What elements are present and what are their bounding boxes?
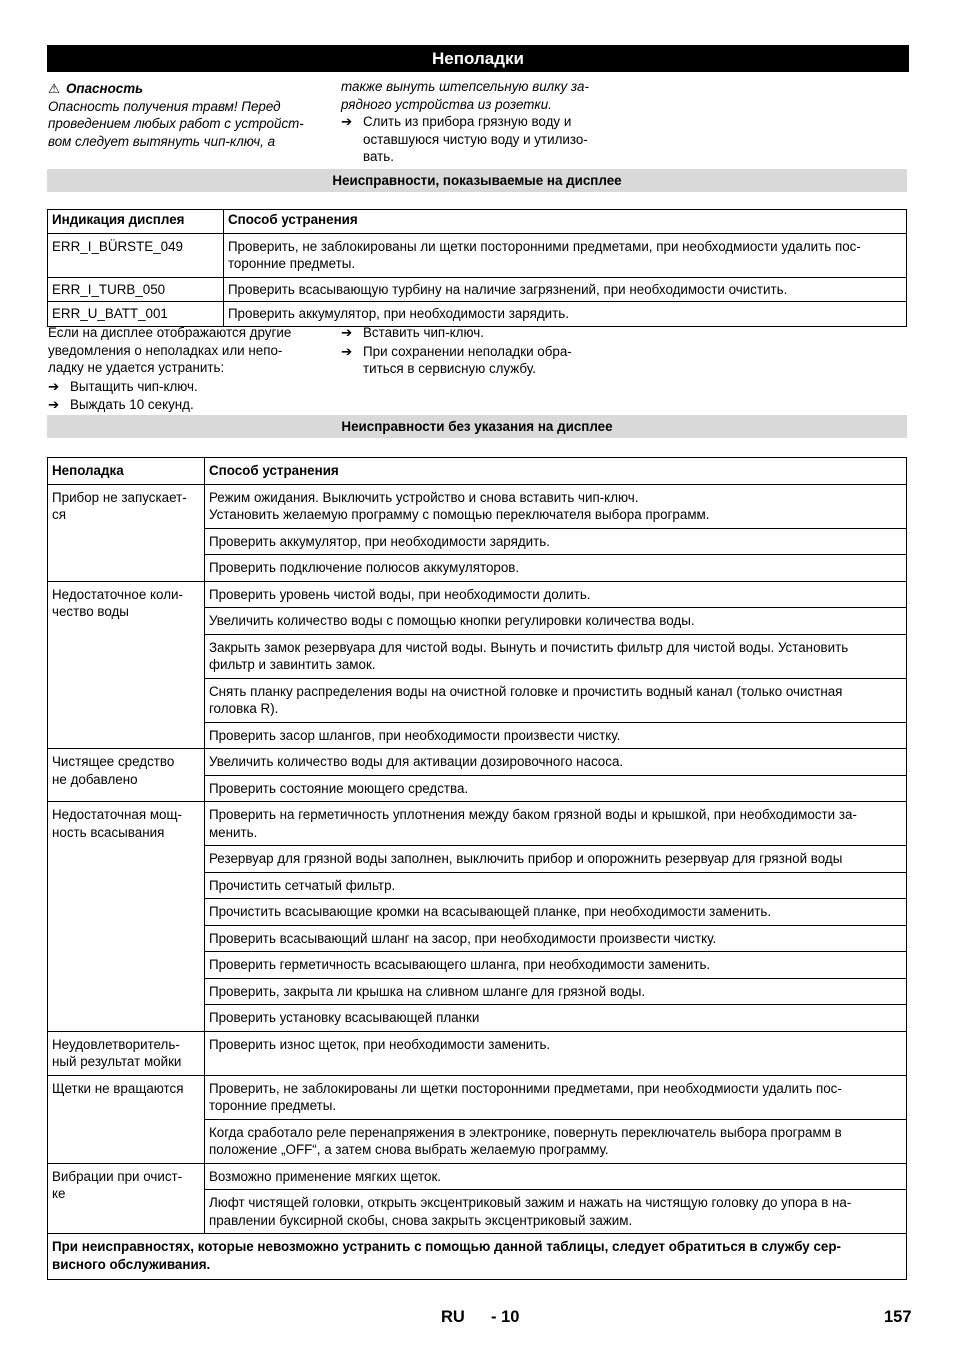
remedy-line: Увеличить количество воды для активации дозировочного насоса. bbox=[208, 754, 624, 769]
column-header: Неполадка bbox=[48, 458, 205, 485]
column-header: Способ устранения bbox=[204, 458, 906, 485]
display-errors-table bbox=[47, 209, 907, 327]
step-text: титься в сервисную службу. bbox=[363, 361, 536, 376]
service-note bbox=[48, 1234, 907, 1280]
fault-problem bbox=[48, 1163, 205, 1234]
danger-heading bbox=[48, 80, 333, 98]
problem-line: ный результат мойки bbox=[52, 1054, 182, 1069]
fault-remedy bbox=[204, 555, 906, 582]
note-line: уведомления о неполадках или непо- bbox=[48, 342, 283, 358]
remedy-line: Проверить герметичность всасывающего шланга, при необходимости заменить. bbox=[208, 957, 711, 972]
table-row bbox=[48, 302, 907, 327]
drain-step-line: вать. bbox=[363, 149, 394, 164]
problem-line: ке bbox=[52, 1186, 66, 1201]
table-row bbox=[48, 802, 907, 846]
danger-line: Опасность получения травм! Перед bbox=[48, 98, 281, 114]
remedy-line: Когда сработало реле перенапряжения в электронике, повернуть переключатель выбора программ в bbox=[208, 1124, 842, 1140]
remedy-line: Проверить уровень чистой воды, при необходимости долить. bbox=[208, 586, 591, 602]
remedy-line: Проверить всасывающую турбину на наличие загрязнений, при необходимости очистить. bbox=[227, 281, 788, 297]
remedy-line: Проверить на герметичность уплотнения между баком грязной воды и крышкой, при необходимости за- bbox=[208, 807, 857, 822]
remedy-line: менить. bbox=[208, 824, 258, 840]
remedy-line: Проверить износ щеток, при необходимости заменить. bbox=[208, 1036, 551, 1052]
service-note-line: висного обслуживания. bbox=[52, 1256, 211, 1272]
remedy-line: Люфт чистящей головки, открыть эксцентриковый зажим и нажать на чистящую головку до упора в на- bbox=[208, 1195, 852, 1210]
other-errors-steps bbox=[341, 324, 641, 378]
remedy-line: положение „OFF“, а затем снова выбрать желаемую программу. bbox=[208, 1142, 609, 1157]
fault-remedy bbox=[204, 634, 906, 678]
page-title: Неполадки bbox=[47, 45, 909, 72]
note-line: ладку не удается устранить: bbox=[48, 360, 225, 375]
footer-local-page: - 10 bbox=[491, 1308, 520, 1326]
remedy-line: торонние предметы. bbox=[227, 256, 356, 271]
fault-remedy bbox=[204, 802, 906, 846]
problem-line: ся bbox=[52, 507, 66, 522]
fault-remedy bbox=[204, 952, 906, 979]
error-code: ERR_U_BATT_001 bbox=[48, 302, 224, 327]
fault-remedy bbox=[204, 722, 906, 749]
table-row bbox=[48, 1075, 907, 1119]
problem-line: Прибор не запускает- bbox=[52, 489, 187, 505]
section-title-no-display: Неисправности без указания на дисплее bbox=[47, 415, 907, 438]
table-header-row bbox=[48, 458, 907, 485]
other-errors-note bbox=[48, 324, 333, 414]
fault-remedy bbox=[204, 1119, 906, 1163]
step-text: Вставить чип-ключ. bbox=[363, 325, 484, 340]
fault-problem bbox=[48, 749, 205, 802]
remedy-line: правлении буксирной скобы, снова закрыть эксцентриковый зажим. bbox=[208, 1212, 633, 1228]
danger-cont-line: рядного устройства из розетки. bbox=[341, 96, 552, 112]
error-code: ERR_I_TURB_050 bbox=[48, 277, 224, 302]
danger-line: вом следует вытянуть чип-ключ, а bbox=[48, 133, 276, 149]
table-footer-row bbox=[48, 1234, 907, 1280]
problem-line: Недостаточная мощ- bbox=[52, 807, 182, 822]
fault-remedy bbox=[204, 1005, 906, 1032]
problem-line: не добавлено bbox=[52, 771, 138, 787]
table-row bbox=[48, 484, 907, 528]
remedy-line: Режим ожидания. Выключить устройство и снова вставить чип-ключ. bbox=[208, 489, 639, 505]
problem-line: Чистящее средство bbox=[52, 754, 175, 769]
step-text: Вытащить чип-ключ. bbox=[70, 378, 198, 394]
section-title-display-errors: Неисправности, показываемые на дисплее bbox=[47, 169, 907, 192]
fault-problem bbox=[48, 484, 205, 581]
fault-remedy bbox=[204, 528, 906, 555]
fault-problem bbox=[48, 1075, 205, 1163]
footer-language: RU bbox=[441, 1308, 465, 1326]
danger-heading-text: Опасность bbox=[66, 81, 144, 96]
remedy-line: Проверить установку всасывающей планки bbox=[208, 1010, 480, 1025]
fault-remedy bbox=[204, 899, 906, 926]
danger-line: проведением любых работ с устройст- bbox=[48, 116, 304, 131]
warning-triangle-icon: ⚠ bbox=[48, 81, 61, 96]
arrow-right-icon: ➔ bbox=[48, 378, 60, 394]
fault-remedy bbox=[204, 1075, 906, 1119]
problem-line: Вибрации при очист- bbox=[52, 1168, 183, 1184]
fault-remedy bbox=[204, 608, 906, 635]
fault-remedy bbox=[204, 1190, 906, 1234]
step-item bbox=[341, 343, 641, 378]
fault-remedy bbox=[204, 872, 906, 899]
table-row bbox=[48, 581, 907, 608]
step-text: Выждать 10 секунд. bbox=[70, 397, 194, 412]
step-text: При сохранении неполадки обра- bbox=[363, 343, 572, 359]
problem-line: Неудовлетворитель- bbox=[52, 1036, 180, 1052]
arrow-right-icon: ➔ bbox=[341, 325, 353, 340]
danger-cont-line: также вынуть штепсельную вилку за- bbox=[341, 79, 589, 94]
fault-remedy bbox=[204, 581, 906, 608]
remedy-line: Проверить аккумулятор, при необходимости зарядить. bbox=[208, 533, 550, 549]
note-line: Если на дисплее отображаются другие bbox=[48, 325, 292, 340]
remedy-line: Проверить засор шлангов, при необходимости произвести чистку. bbox=[208, 727, 621, 743]
fault-remedy bbox=[204, 1163, 906, 1190]
remedy-line: фильтр и завинтить замок. bbox=[208, 657, 376, 672]
fault-remedy bbox=[204, 484, 906, 528]
fault-remedy bbox=[204, 1031, 906, 1075]
remedy-line: Проверить состояние моющего средства. bbox=[208, 780, 469, 796]
remedy-line: Установить желаемую программу с помощью переключателя выбора программ. bbox=[208, 507, 710, 522]
error-code: ERR_I_BÜRSTE_049 bbox=[48, 233, 224, 277]
problem-line: Щетки не вращаются bbox=[52, 1080, 184, 1096]
table-row bbox=[48, 749, 907, 776]
step-item bbox=[48, 396, 333, 414]
problem-line: чество воды bbox=[52, 604, 129, 619]
remedy-line: Проверить, не заблокированы ли щетки посторонними предметами, при необходмиости удалить пос- bbox=[208, 1080, 842, 1096]
fault-remedy bbox=[204, 978, 906, 1005]
table-header-row bbox=[48, 210, 907, 234]
column-header: Индикация дисплея bbox=[48, 210, 224, 234]
table-row bbox=[48, 233, 907, 277]
fault-problem bbox=[48, 581, 205, 749]
remedy-line: Проверить всасывающий шланг на засор, при необходимости произвести чистку. bbox=[208, 930, 717, 946]
footer-page-number: 157 bbox=[884, 1308, 912, 1326]
service-note-line: При неисправностях, которые невозможно устранить с помощью данной таблицы, следует обратиться в службу сер- bbox=[52, 1239, 842, 1254]
drain-step bbox=[341, 113, 641, 166]
fault-remedy bbox=[204, 678, 906, 722]
step-item bbox=[341, 324, 641, 342]
fault-remedy bbox=[204, 775, 906, 802]
fault-problem bbox=[48, 1031, 205, 1075]
problem-line: Недостаточное коли- bbox=[52, 586, 183, 602]
table-row bbox=[48, 1031, 907, 1075]
remedy-line: Проверить, не заблокированы ли щетки посторонними предметами, при необходмиости удалить пос- bbox=[227, 238, 861, 254]
table-row bbox=[48, 277, 907, 302]
remedy-line: Возможно применение мягких щеток. bbox=[208, 1168, 442, 1184]
remedy-line: Резервуар для грязной воды заполнен, выключить прибор и опорожнить резервуар для грязной воды bbox=[208, 851, 843, 866]
remedy-line: Проверить подключение полюсов аккумуляторов. bbox=[208, 560, 520, 575]
fault-problem bbox=[48, 802, 205, 1032]
problem-line: ность всасывания bbox=[52, 824, 165, 840]
remedy-line: торонние предметы. bbox=[208, 1098, 337, 1113]
faults-table bbox=[47, 457, 907, 1280]
remedy-line: головка R). bbox=[208, 701, 279, 716]
arrow-right-icon: ➔ bbox=[48, 397, 60, 412]
error-remedy bbox=[223, 302, 906, 327]
remedy-line: Увеличить количество воды с помощью кнопки регулировки количества воды. bbox=[208, 613, 695, 628]
remedy-line: Прочистить всасывающие кромки на всасывающей планке, при необходимости заменить. bbox=[208, 904, 772, 919]
remedy-line: Снять планку распределения воды на очистной головке и прочистить водный канал (только очистная bbox=[208, 683, 843, 699]
fault-remedy bbox=[204, 749, 906, 776]
table-row bbox=[48, 1163, 907, 1190]
remedy-line: Проверить аккумулятор, при необходимости зарядить. bbox=[227, 306, 569, 321]
drain-step-line: оставшуюся чистую воду и утилизо- bbox=[363, 131, 588, 147]
remedy-line: Прочистить сетчатый фильтр. bbox=[208, 877, 396, 893]
danger-continuation bbox=[341, 78, 641, 166]
danger-notice bbox=[48, 80, 333, 150]
arrow-right-icon: ➔ bbox=[341, 343, 353, 359]
remedy-line: Проверить, закрыта ли крышка на сливном шланге для грязной воды. bbox=[208, 983, 646, 999]
arrow-right-icon: ➔ bbox=[341, 114, 353, 129]
drain-step-line: Слить из прибора грязную воду и bbox=[363, 114, 572, 129]
remedy-line: Закрыть замок резервуара для чистой воды. Вынуть и почистить фильтр для чистой воды. Установить bbox=[208, 639, 849, 655]
column-header: Способ устранения bbox=[223, 210, 906, 234]
step-item bbox=[48, 378, 333, 396]
error-remedy bbox=[223, 233, 906, 277]
fault-remedy bbox=[204, 925, 906, 952]
fault-remedy bbox=[204, 846, 906, 873]
error-remedy bbox=[223, 277, 906, 302]
